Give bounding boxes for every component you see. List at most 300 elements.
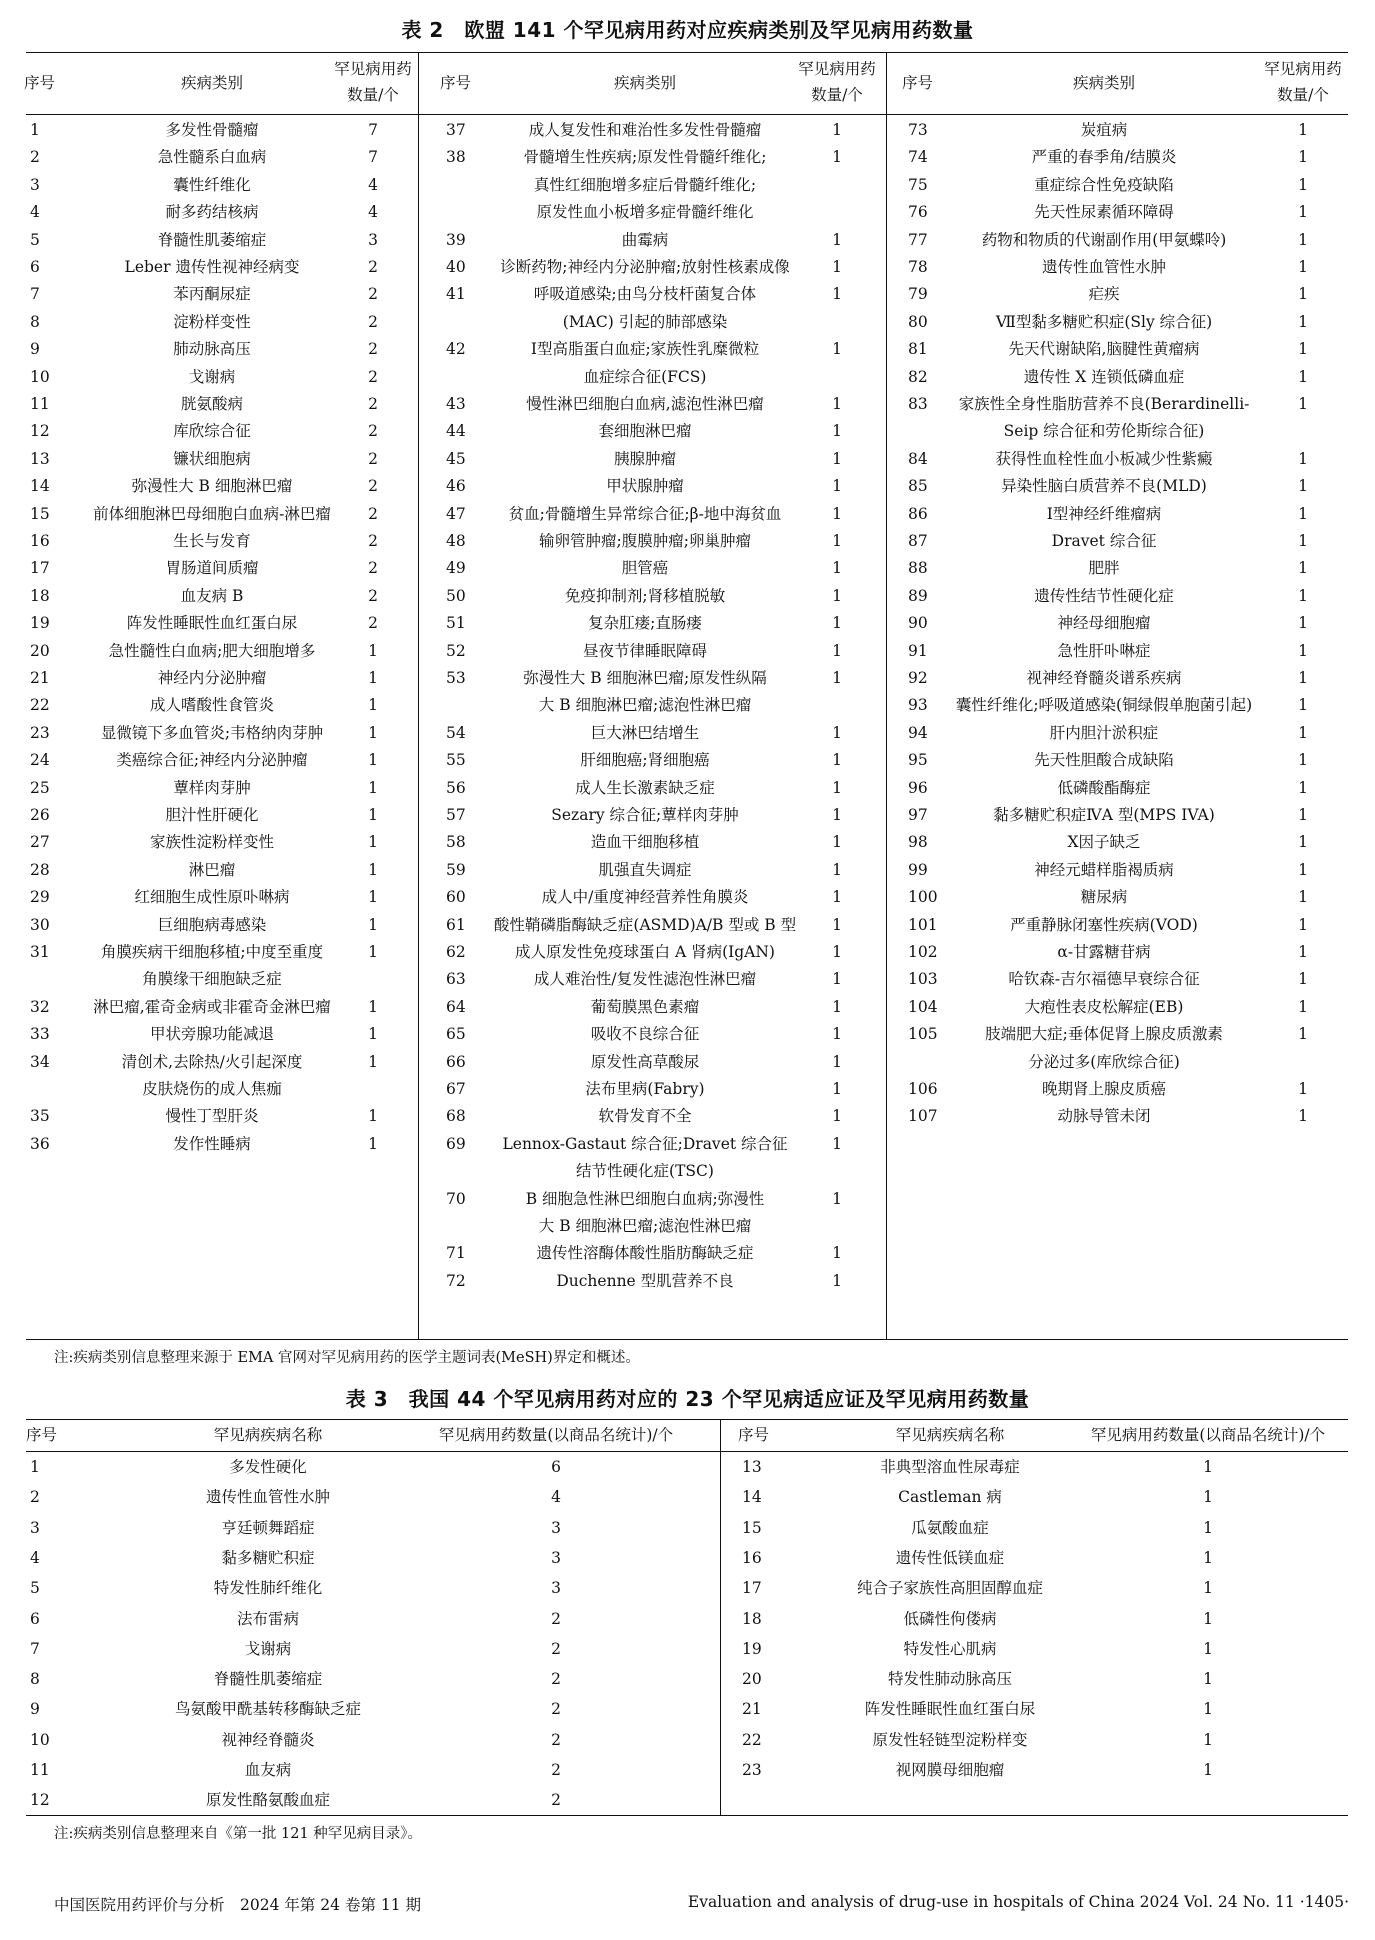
table-row-disease: 显微镜下多血管炎;韦格纳肉芽肿: [100, 723, 324, 742]
table-row-count: 1: [1298, 1107, 1308, 1126]
table-row-index: 55: [446, 751, 466, 770]
table-row-index: 11: [30, 395, 50, 413]
table-row-index: 1: [30, 1458, 40, 1476]
table-row-count: 1: [1298, 696, 1308, 715]
table-row-index: 6: [30, 258, 40, 276]
table-row-disease: 成人生长激素缺乏症: [575, 778, 715, 797]
table-row-disease: 视网膜母细胞瘤: [895, 1761, 1005, 1779]
table-row-count: 4: [368, 203, 378, 222]
table-row-disease: 肌强直失调症: [598, 860, 692, 879]
table-row-index: 16: [30, 532, 50, 550]
table-row-index: 13: [30, 449, 50, 468]
table-row-count: 1: [832, 1271, 842, 1290]
table-row-count: 2: [551, 1700, 561, 1719]
table-row-count: 1: [368, 1107, 378, 1126]
table-row-disease: 大疱性表皮松解症(EB): [1024, 997, 1184, 1016]
table-row-index: 25: [30, 778, 50, 797]
table-row-index: 27: [30, 833, 50, 852]
table-row-disease: 特发性肺纤维化: [213, 1579, 323, 1598]
table-row-disease: 异染性脑白质营养不良(MLD): [1001, 477, 1207, 496]
table-row-count: 1: [832, 669, 842, 687]
table-row-count: 1: [1298, 997, 1308, 1016]
table-row-index: 81: [908, 340, 928, 359]
table-row-disease: 淋巴瘤: [188, 860, 236, 879]
table-row-disease: 甲状旁腺功能减退: [149, 1025, 275, 1044]
table-row-index: 93: [908, 696, 928, 715]
table-row-count: 1: [368, 1025, 378, 1044]
table-row-count: 1: [368, 696, 378, 715]
table-row-index: 68: [446, 1107, 466, 1126]
table-row-disease: 软骨发育不全: [598, 1107, 692, 1126]
table-row-index: 61: [446, 915, 466, 934]
table-row-index: 39: [446, 230, 466, 249]
footer-journal: 中国医院用药评价与分析 2024 年第 24 卷第 11 期: [54, 1896, 422, 1914]
table-row-count: 1: [1298, 614, 1308, 633]
table-row-disease: 原发性血小板增多症骨髓纤维化: [536, 203, 754, 222]
table-row-disease: 胱氨酸病: [180, 395, 244, 413]
table-row-count: 1: [368, 778, 378, 797]
table-row-index: 77: [908, 230, 928, 249]
table-row-disease: 分泌过多(库欣综合征): [1028, 1052, 1180, 1071]
table2-header-count-line2: 数量/个: [347, 86, 399, 104]
table-row-count: 1: [368, 669, 378, 687]
table-row-index: 74: [908, 148, 928, 167]
table-row-disease: 发作性睡病: [173, 1134, 251, 1153]
table-row-index: 59: [446, 860, 466, 879]
table-row-index: 75: [908, 175, 928, 194]
table-row-index: 99: [908, 860, 928, 879]
table-row-index: 69: [446, 1134, 466, 1153]
table-row-count: 1: [832, 586, 842, 605]
table-row-disease: 成人复发性和难治性多发性骨髓瘤: [528, 121, 762, 139]
table-row-index: 1: [30, 121, 40, 139]
table-row-index: 34: [30, 1052, 50, 1071]
table-row-count: 1: [368, 751, 378, 770]
table-row-index: 9: [30, 340, 40, 359]
table-row-index: 15: [742, 1518, 762, 1537]
table-row-index: 49: [446, 559, 466, 578]
table-row-index: 85: [908, 477, 928, 496]
table-row-disease: 先天性胆酸合成缺陷: [1034, 751, 1174, 770]
table-row-count: 1: [1298, 148, 1308, 167]
table-row-index: 23: [742, 1761, 762, 1779]
table-row-index: 105: [908, 1025, 938, 1044]
table-row-disease: 糖尿病: [1080, 888, 1128, 907]
table-row-count: 1: [368, 915, 378, 934]
table3-divider: [720, 1419, 721, 1815]
table-row-index: 20: [742, 1670, 762, 1689]
table-row-disease: B 细胞急性淋巴细胞白血病;弥漫性: [525, 1189, 765, 1208]
table-row-disease: Castleman 病: [898, 1488, 1002, 1507]
table-row-disease: 诊断药物;神经内分泌肿瘤;放射性核素成像: [500, 258, 790, 276]
table-row-count: 1: [832, 1025, 842, 1044]
table-row-count: 1: [368, 997, 378, 1016]
table-row-disease: 大 B 细胞淋巴瘤;滤泡性淋巴瘤: [538, 1217, 752, 1235]
table-row-disease: 动脉导管未闭: [1057, 1107, 1151, 1126]
table-row-disease: 弥漫性大 B 细胞淋巴瘤: [131, 477, 293, 496]
table-row-disease: 胰腺肿瘤: [613, 449, 677, 468]
table-row-disease: 家族性全身性脂肪营养不良(Berardinelli-: [958, 395, 1250, 413]
table-row-count: 1: [832, 915, 842, 934]
table-row-disease: 遗传性 X 连锁低磷血症: [1023, 367, 1185, 386]
table-row-index: 79: [908, 285, 928, 304]
table-row-count: 2: [551, 1730, 561, 1749]
table-row-index: 15: [30, 504, 50, 523]
table-row-count: 1: [832, 504, 842, 523]
table-row-count: 2: [551, 1761, 561, 1779]
table-row-count: 1: [1298, 504, 1308, 523]
footer-journal-en: Evaluation and analysis of drug-use in hospitals of China 2024 Vol. 24 No. 11 ·1405·: [687, 1893, 1349, 1911]
table-row-disease: 真性红细胞增多症后骨髓纤维化;: [533, 175, 757, 194]
table-row-index: 87: [908, 532, 928, 550]
table-row-index: 21: [30, 669, 50, 687]
table-row-disease: 贫血;骨髓增生异常综合征;β-地中海贫血: [508, 504, 782, 523]
table-row-count: 1: [832, 1134, 842, 1153]
table-row-index: 22: [30, 696, 50, 715]
table-row-count: 1: [1298, 888, 1308, 907]
table2-header-disease: 疾病类别: [180, 74, 244, 92]
table-row-index: 11: [30, 1761, 50, 1779]
table2-top-rule: [26, 52, 1348, 53]
table-row-disease: 多发性骨髓瘤: [165, 121, 259, 139]
table-row-disease: 神经内分泌肿瘤: [157, 669, 267, 687]
table2-header-disease: 疾病类别: [1072, 74, 1136, 92]
table-row-count: 2: [368, 285, 378, 304]
table-row-index: 50: [446, 586, 466, 605]
table-row-index: 91: [908, 641, 928, 660]
table-row-disease: 红细胞生成性原卟啉病: [134, 888, 290, 907]
table-row-index: 97: [908, 806, 928, 824]
table-row-count: 1: [832, 230, 842, 249]
table-row-index: 54: [446, 723, 466, 742]
table-row-count: 1: [1298, 586, 1308, 605]
table-row-index: 45: [446, 449, 466, 468]
table-row-index: 23: [30, 723, 50, 742]
table-row-index: 16: [742, 1548, 762, 1567]
table-row-disease: Dravet 综合征: [1051, 532, 1157, 550]
table-row-count: 1: [1298, 532, 1308, 550]
table-row-count: 2: [368, 504, 378, 523]
table-row-disease: 神经元蜡样脂褐质病: [1034, 860, 1174, 879]
table-row-disease: 慢性丁型肝炎: [165, 1107, 259, 1126]
table-row-count: 1: [1203, 1488, 1213, 1507]
table-row-count: 1: [832, 532, 842, 550]
table-row-index: 20: [30, 641, 50, 660]
table-row-count: 1: [1203, 1548, 1213, 1567]
table-row-count: 2: [368, 449, 378, 468]
table-row-disease: 肝内胆汁淤积症: [1049, 723, 1159, 742]
table-row-disease: 苯丙酮尿症: [173, 285, 251, 304]
table2-header-index: 序号: [440, 74, 472, 92]
table-row-index: 7: [30, 1639, 40, 1658]
table-row-index: 95: [908, 751, 928, 770]
table-row-index: 29: [30, 888, 50, 907]
table-row-count: 1: [832, 778, 842, 797]
table-row-disease: 胆管癌: [621, 559, 669, 578]
table-row-index: 84: [908, 449, 928, 468]
table-row-disease: 先天代谢缺陷,脑腱性黄瘤病: [1008, 340, 1200, 359]
table-row-count: 1: [832, 258, 842, 276]
table-row-index: 76: [908, 203, 928, 222]
table-row-count: 1: [368, 806, 378, 824]
table3-title: 表 3 我国 44 个罕见病用药对应的 23 个罕见病适应证及罕见病用药数量: [345, 1387, 1030, 1411]
table-row-disease: 前体细胞淋巴母细胞白血病-淋巴瘤: [93, 504, 331, 523]
table-row-index: 8: [30, 1670, 40, 1689]
table-row-count: 1: [832, 888, 842, 907]
table-row-count: 7: [368, 148, 378, 167]
table-row-index: 14: [742, 1488, 762, 1507]
table-row-count: 1: [1298, 833, 1308, 852]
table-row-disease: 成人难治性/复发性滤泡性淋巴瘤: [533, 970, 757, 989]
table-row-count: 2: [368, 367, 378, 386]
table-row-index: 41: [446, 285, 466, 304]
table-row-count: 1: [1203, 1670, 1213, 1689]
table-row-index: 80: [908, 312, 928, 331]
table-row-disease: 镰状细胞病: [173, 449, 251, 468]
table-row-index: 63: [446, 970, 466, 989]
table-row-count: 1: [1203, 1518, 1213, 1537]
table-row-count: 2: [368, 477, 378, 496]
table-row-index: 24: [30, 751, 50, 770]
table-row-disease: 先天性尿素循环障碍: [1034, 203, 1174, 222]
table-row-disease: 遗传性溶酶体酸性脂肪酶缺乏症: [536, 1244, 754, 1263]
table-row-count: 1: [832, 121, 842, 139]
table-row-disease: 鸟氨酸甲酰基转移酶缺乏症: [174, 1700, 362, 1719]
table-row-index: 6: [30, 1609, 40, 1628]
table-row-index: 2: [30, 148, 40, 167]
table-row-count: 2: [368, 532, 378, 550]
table-row-index: 106: [908, 1080, 938, 1098]
table-row-disease: 巨大淋巴结增生: [590, 723, 700, 742]
table-row-disease: 戈谢病: [188, 367, 236, 386]
table-row-count: 2: [551, 1609, 561, 1628]
table-row-index: 71: [446, 1244, 466, 1263]
table3-header-disease: 罕见病疾病名称: [895, 1426, 1005, 1444]
table2-note: 注:疾病类别信息整理来源于 EMA 官网对罕见病用药的医学主题词表(MeSH)界定和概述。: [54, 1350, 640, 1366]
table-row-index: 7: [30, 285, 40, 304]
table-row-count: 2: [368, 340, 378, 359]
table-row-index: 36: [30, 1134, 50, 1153]
table-row-count: 1: [832, 340, 842, 359]
table-row-index: 66: [446, 1052, 466, 1071]
table-row-count: 1: [832, 833, 842, 852]
table-row-count: 1: [368, 888, 378, 907]
table-row-count: 1: [832, 1080, 842, 1098]
table-row-count: 6: [551, 1458, 561, 1476]
table-row-disease: 骨髓增生性疾病;原发性骨髓纤维化;: [523, 148, 767, 167]
table-row-index: 10: [30, 367, 50, 386]
table-row-disease: 囊性纤维化: [173, 175, 251, 194]
table3-top-rule: [26, 1419, 1348, 1420]
table-row-count: 2: [368, 395, 378, 413]
table2-header-index: 序号: [24, 74, 56, 92]
table-row-disease: 套细胞淋巴瘤: [598, 422, 692, 441]
table-row-disease: 低磷性佝偻病: [903, 1609, 997, 1628]
table-row-count: 2: [368, 586, 378, 605]
table-row-count: 1: [832, 477, 842, 496]
table-row-count: 1: [1298, 395, 1308, 413]
table-row-index: 57: [446, 806, 466, 824]
table-row-index: 13: [742, 1458, 762, 1476]
table-row-index: 5: [30, 1579, 40, 1598]
table-row-count: 1: [1203, 1761, 1213, 1779]
table-row-disease: 药物和物质的代谢副作用(甲氨蝶呤): [981, 230, 1227, 249]
table2-header-disease: 疾病类别: [613, 74, 677, 92]
table-row-disease: Ⅰ型神经纤维瘤病: [1046, 504, 1162, 523]
table-row-index: 58: [446, 833, 466, 852]
table-row-disease: 角膜缘干细胞缺乏症: [142, 970, 282, 989]
table-row-count: 3: [551, 1548, 561, 1567]
table-row-disease: 纯合子家族性高胆固醇血症: [856, 1579, 1044, 1598]
table-row-index: 65: [446, 1025, 466, 1044]
table-row-index: 21: [742, 1700, 762, 1719]
table-row-disease: 成人嗜酸性食管炎: [149, 696, 275, 715]
table3-header-index: 序号: [738, 1426, 770, 1444]
table-row-disease: 疟疾: [1088, 285, 1120, 304]
table-row-count: 1: [368, 1052, 378, 1071]
table-row-disease: 吸收不良综合征: [590, 1025, 700, 1044]
table-row-count: 2: [551, 1639, 561, 1658]
table-row-count: 1: [1298, 970, 1308, 989]
table-row-count: 1: [1298, 477, 1308, 496]
table-row-disease: 阵发性睡眠性血红蛋白尿: [126, 614, 298, 633]
table-row-index: 14: [30, 477, 50, 496]
table-row-disease: 淀粉样变性: [173, 312, 251, 331]
table-row-disease: 成人原发性免疫球蛋白 A 肾病(IgAN): [515, 943, 775, 961]
table-row-disease: 输卵管肿瘤;腹膜肿瘤;卵巢肿瘤: [539, 532, 751, 550]
table3-bottom-rule: [26, 1815, 1348, 1816]
table-row-count: 2: [368, 559, 378, 578]
table-row-index: 17: [30, 559, 50, 578]
table-row-index: 56: [446, 778, 466, 797]
table-row-disease: 胃肠道间质瘤: [165, 559, 259, 578]
table-row-index: 89: [908, 586, 928, 605]
table-row-index: 64: [446, 997, 466, 1016]
table-row-count: 4: [551, 1488, 561, 1507]
table-row-count: 1: [832, 997, 842, 1016]
table-row-count: 1: [368, 641, 378, 660]
table-row-disease: 神经母细胞瘤: [1057, 614, 1151, 633]
table-row-count: 1: [832, 449, 842, 468]
table-row-disease: 葡萄膜黑色素瘤: [590, 997, 700, 1016]
table-row-count: 1: [1298, 230, 1308, 249]
table-row-count: 1: [832, 1107, 842, 1126]
table-row-disease: 结节性硬化症(TSC): [576, 1162, 714, 1181]
table3-note: 注:疾病类别信息整理来自《第一批 121 种罕见病目录》。: [54, 1826, 423, 1842]
table-row-disease: Ⅰ型高脂蛋白血症;家族性乳糜微粒: [530, 340, 760, 359]
table-row-index: 22: [742, 1730, 762, 1749]
table-row-disease: 多发性硬化: [229, 1458, 307, 1476]
table-row-disease: 肝细胞癌;肾细胞癌: [580, 751, 710, 770]
table2-header-count-line1: 罕见病用药: [1264, 60, 1342, 78]
table3-header-disease: 罕见病疾病名称: [213, 1426, 323, 1444]
table-row-disease: 血症综合征(FCS): [583, 367, 707, 386]
table-row-count: 2: [551, 1670, 561, 1689]
table-row-disease: 曲霉病: [621, 230, 669, 249]
table-row-index: 82: [908, 367, 928, 386]
table3-header-count: 罕见病用药数量(以商品名统计)/个: [438, 1426, 674, 1444]
table-row-disease: 血友病 B: [180, 586, 244, 605]
table-row-count: 1: [832, 1189, 842, 1208]
table-row-disease: 呼吸道感染;由鸟分枝杆菌复合体: [533, 285, 757, 304]
table-row-disease: 严重的春季角/结膜炎: [1031, 148, 1177, 167]
table-row-disease: 弥漫性大 B 细胞淋巴瘤;原发性纵隔: [523, 669, 767, 687]
table-row-disease: 遗传性低镁血症: [895, 1548, 1005, 1567]
table-row-index: 48: [446, 532, 466, 550]
table-row-disease: 原发性酪氨酸血症: [205, 1791, 331, 1810]
table-row-index: 4: [30, 203, 40, 222]
table-row-index: 98: [908, 833, 928, 852]
table-row-count: 1: [832, 422, 842, 441]
table-row-index: 101: [908, 915, 938, 934]
table-row-index: 38: [446, 148, 466, 167]
table-row-count: 1: [1298, 175, 1308, 194]
table-row-disease: 昼夜节律睡眠障碍: [582, 641, 708, 660]
table-row-disease: 类癌综合征;神经内分泌肿瘤: [116, 751, 308, 770]
table-row-index: 46: [446, 477, 466, 496]
table-row-count: 1: [368, 1134, 378, 1153]
table-row-index: 5: [30, 230, 40, 249]
table-row-index: 28: [30, 860, 50, 879]
table-row-disease: 复杂肛瘘;直肠瘘: [588, 614, 702, 633]
table-row-count: 1: [1298, 367, 1308, 386]
table-row-disease: 原发性高草酸尿: [590, 1052, 700, 1071]
table-row-disease: 蕈样肉芽肿: [173, 778, 251, 797]
table2-bottom-rule: [26, 1339, 1348, 1340]
table-row-count: 1: [1298, 806, 1308, 824]
table-row-index: 83: [908, 395, 928, 413]
table-row-disease: 酸性鞘磷脂酶缺乏症(ASMD)A/B 型或 B 型: [493, 915, 797, 934]
table-row-index: 90: [908, 614, 928, 633]
table-row-disease: 脊髓性肌萎缩症: [157, 230, 267, 249]
table2-title: 表 2 欧盟 141 个罕见病用药对应疾病类别及罕见病用药数量: [401, 18, 974, 42]
table-row-disease: 非典型溶血性尿毒症: [880, 1458, 1020, 1476]
table-row-disease: 重症综合性免疫缺陷: [1034, 175, 1174, 194]
table-row-count: 1: [1298, 449, 1308, 468]
table-row-count: 3: [551, 1579, 561, 1598]
table-row-disease: Ⅶ型黏多糖贮积症(Sly 综合征): [995, 312, 1213, 331]
table-row-count: 1: [1203, 1639, 1213, 1658]
table-row-disease: 遗传性血管性水肿: [1041, 258, 1167, 276]
table-row-count: 2: [368, 422, 378, 441]
table-row-index: 47: [446, 504, 466, 523]
table-row-disease: α-甘露糖苷病: [1057, 943, 1151, 961]
table-row-disease: 造血干细胞移植: [590, 833, 700, 852]
table-row-count: 4: [368, 175, 378, 194]
table3-header-rule: [26, 1451, 1348, 1452]
table-row-index: 3: [30, 1518, 40, 1537]
table-row-index: 30: [30, 915, 50, 934]
table-row-disease: 法布里病(Fabry): [585, 1080, 705, 1098]
table-row-count: 1: [1203, 1609, 1213, 1628]
table-row-index: 96: [908, 778, 928, 797]
table-row-disease: 黏多糖贮积症ⅣA 型(MPS IVA): [993, 806, 1215, 824]
table-row-index: 9: [30, 1700, 40, 1719]
table-row-disease: 甲状腺肿瘤: [606, 477, 684, 496]
table-row-count: 1: [1298, 669, 1308, 687]
table-row-disease: 遗传性结节性硬化症: [1034, 586, 1174, 605]
table-row-disease: 角膜疾病干细胞移植;中度至重度: [100, 943, 324, 961]
table-row-disease: 免疫抑制剂;肾移植脱敏: [564, 586, 726, 605]
table-row-disease: 脊髓性肌萎缩症: [213, 1670, 323, 1689]
table-row-disease: 皮肤烧伤的成人焦痂: [142, 1080, 282, 1098]
table-row-disease: 获得性血栓性血小板减少性紫癜: [995, 449, 1213, 468]
table-row-index: 35: [30, 1107, 50, 1126]
table-row-count: 1: [832, 641, 842, 660]
table-row-count: 1: [1203, 1700, 1213, 1719]
table-row-index: 18: [30, 586, 50, 605]
table-row-count: 1: [832, 395, 842, 413]
